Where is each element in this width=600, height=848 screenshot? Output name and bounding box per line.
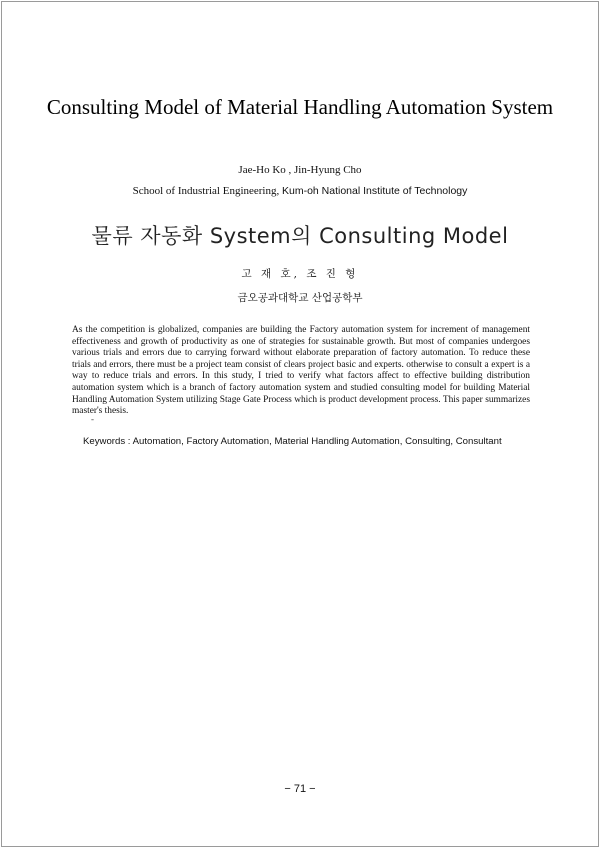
author-names: Jae-Ho Ko , Jin-Hyung Cho: [238, 164, 362, 176]
korean-affiliation: 금오공과대학교 산업공학부: [237, 292, 363, 304]
keywords: [83, 436, 543, 447]
affiliation-prefix: School of Industrial Engineering,: [132, 185, 280, 197]
tick-mark: -: [91, 414, 94, 424]
paper-title: Consulting Model of Material Handling Automation System: [46, 95, 554, 119]
affiliation-name: Kum-oh National Institute of Technology: [281, 185, 468, 197]
korean-authors: 고 재 호, 조 진 형: [241, 268, 359, 280]
affiliation: [0, 185, 600, 197]
abstract-text: As the competition is globalized, companies are building the Factory automation system for increment of management effectiveness and growth of productivity as one of strategies for sustainable growth. But most of companies undergoes various trials and errors due to carrying forward without elaborate preparation of factory automation. To reduce these trials and errors, there must be a project team consist of clears project basic and experts. otherwise to consult a expert is a way to reduce trials and errors. In this study, I tried to verify what factors affect to effective building distribution automation system which is a branch of factory automation system and studied consulting model for building Material Handling Automation System utilizing Stage Gate Process which is product development process. This paper summarizes master's thesis.: [72, 325, 530, 417]
page-number: − 71 −: [284, 783, 316, 795]
keywords-list: Automation, Factory Automation, Material Handling Automation, Consulting, Consultant: [132, 436, 502, 447]
keywords-label: Keywords :: [83, 436, 133, 447]
korean-title: 물류 자동화 System의 Consulting Model: [91, 224, 509, 248]
page-border: [1, 1, 599, 847]
